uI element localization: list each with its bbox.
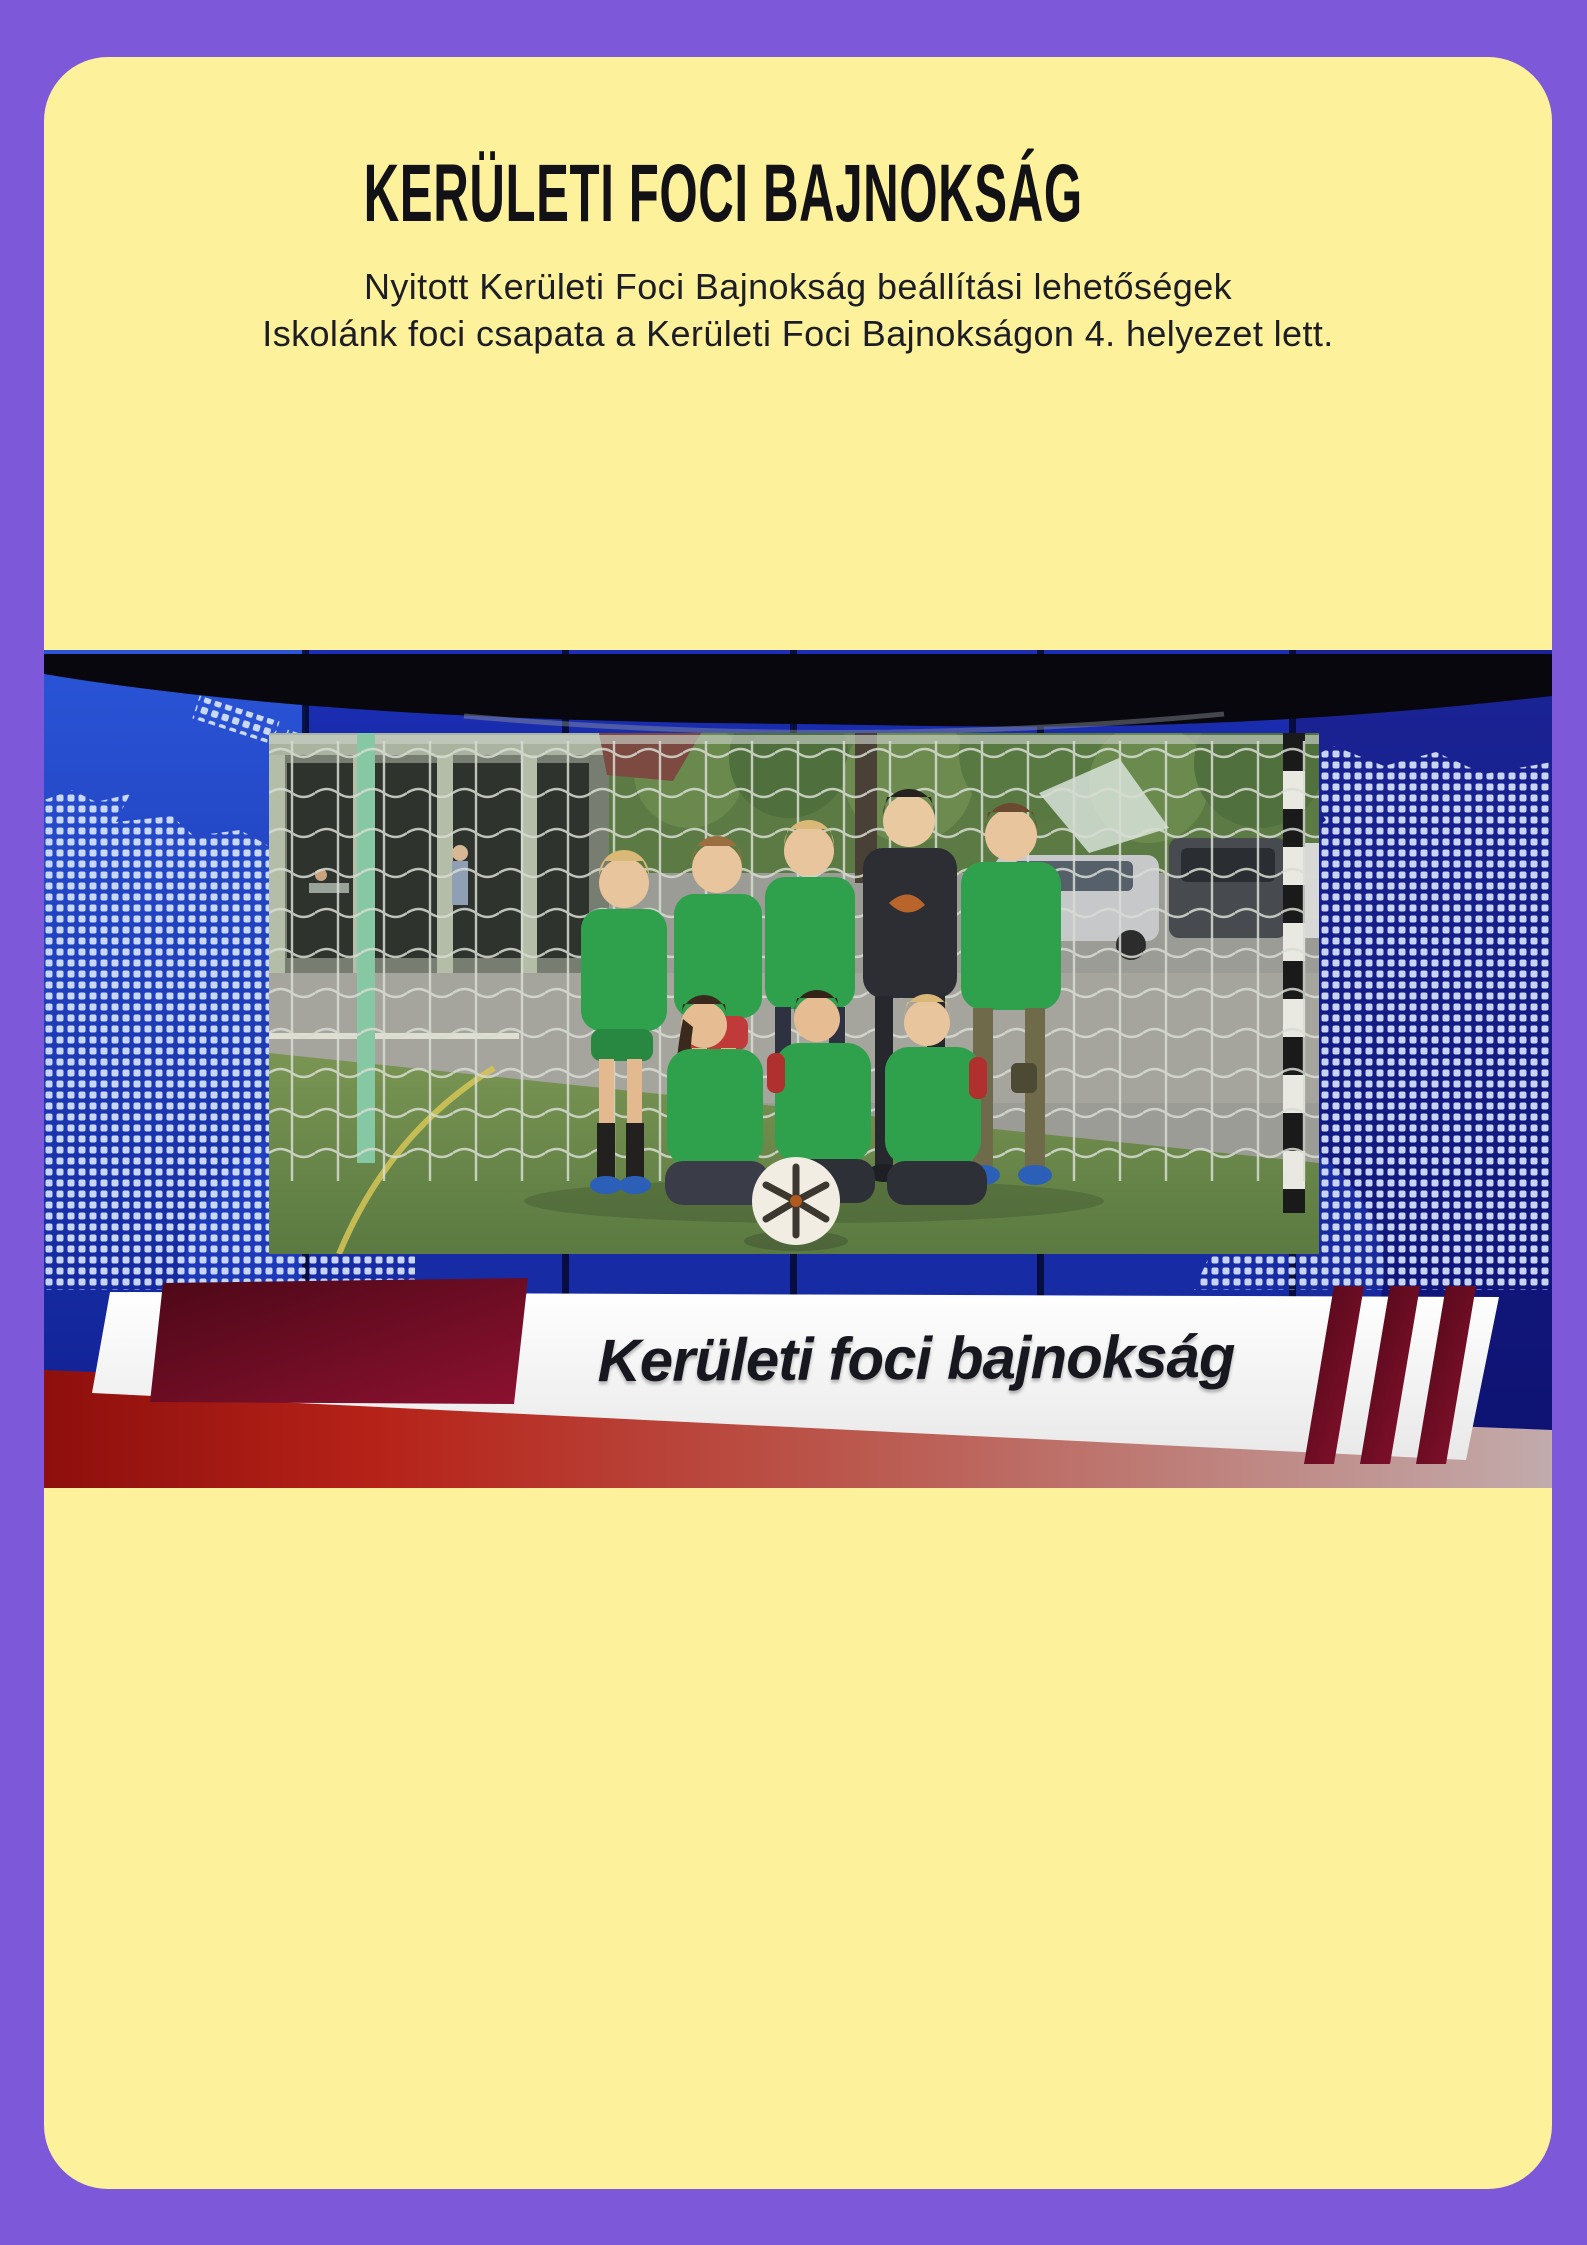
subtitle-line-1: Nyitott Kerületi Foci Bajnokság beállítási lehetőségek bbox=[363, 266, 1233, 307]
banner-accent-block bbox=[150, 1278, 528, 1404]
subtitle-line-2: Iskolánk foci csapata a Kerületi Foci Bajnokságon 4. helyezet lett. bbox=[262, 313, 1334, 354]
page-title-text: KERÜLETI FOCI BAJNOKSÁG bbox=[363, 148, 1083, 239]
accent-stripes bbox=[1304, 1286, 1476, 1464]
news-video-frame bbox=[44, 650, 1552, 1488]
subtitle bbox=[44, 263, 1552, 357]
page-title bbox=[44, 148, 1552, 239]
team-photo bbox=[269, 683, 1324, 1254]
content-card bbox=[44, 57, 1552, 2189]
banner-caption: Kerületi foci bajnokság bbox=[597, 1322, 1235, 1395]
